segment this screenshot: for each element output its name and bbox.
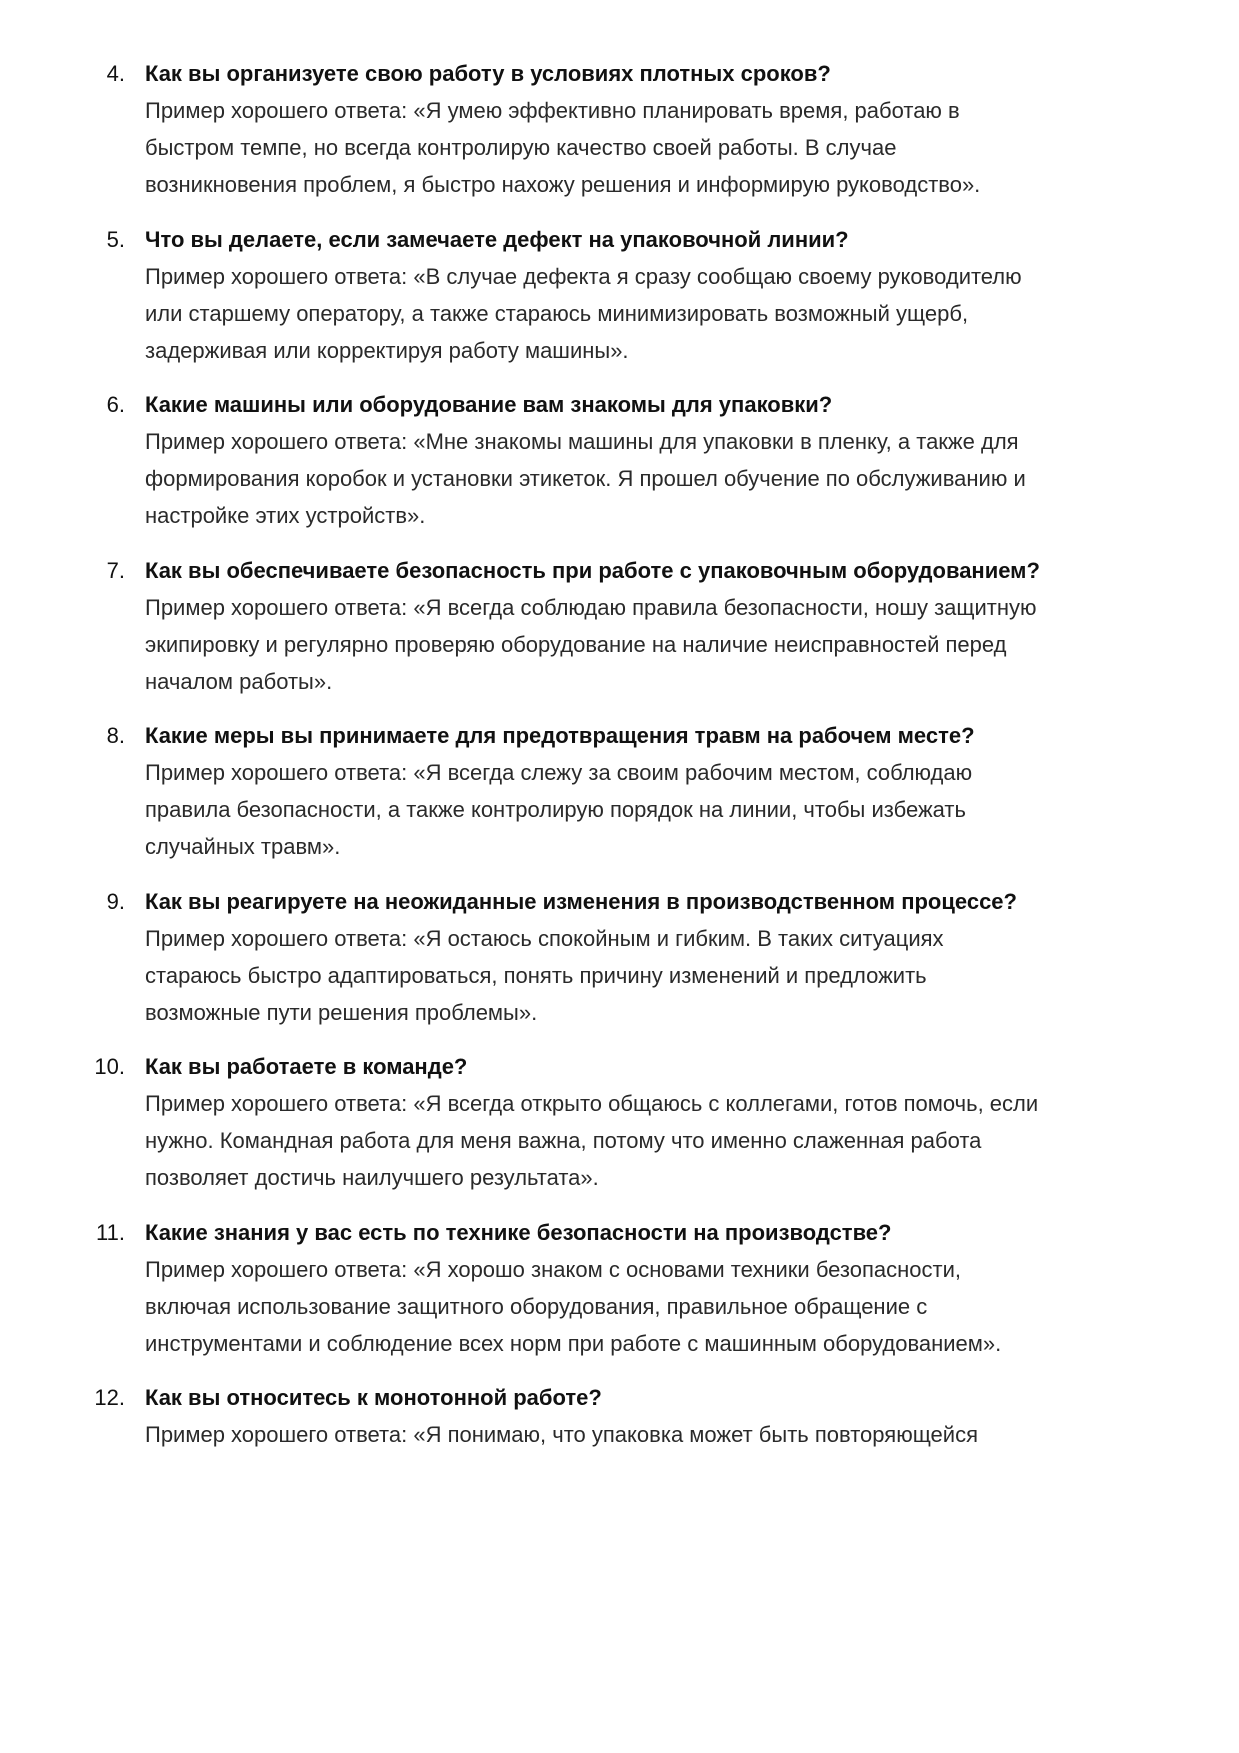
item-number: 6. [106, 392, 125, 417]
answer-line: Пример хорошего ответа: «Я остаюсь спокойным и гибким. В таких ситуациях [145, 925, 944, 951]
list-item [0, 718, 1239, 884]
list-item [0, 553, 1239, 719]
answer-example [145, 92, 980, 203]
answer-line: нужно. Командная работа для меня важна, потому что именно слаженная работа [145, 1128, 982, 1153]
item-number: 7. [106, 557, 125, 583]
answer-line: или старшему оператору, а также стараюсь минимизировать возможный ущерб, [145, 300, 969, 326]
answer-line: началом работы». [145, 668, 333, 694]
answer-line: Пример хорошего ответа: «Я всегда слежу за своим рабочим местом, соблюдаю [145, 760, 973, 785]
question-text: Какие знания у вас есть по технике безопасности на производстве? [145, 1219, 892, 1245]
question-text: Что вы делаете, если замечаете дефект на упаковочной линии? [145, 226, 849, 252]
answer-line: Пример хорошего ответа: «Я понимаю, что упаковка может быть повторяющейся [145, 1422, 978, 1447]
answer-line: Пример хорошего ответа: «Я умею эффективно планировать время, работаю в [145, 98, 960, 123]
answer-line: возникновения проблем, я быстро нахожу решения и информирую руководство». [145, 172, 981, 197]
answer-example [145, 920, 944, 1031]
list-item [0, 56, 1239, 222]
item-number: 5. [106, 226, 125, 252]
answer-line: возможные пути решения проблемы». [145, 999, 538, 1025]
list-item [0, 1049, 1239, 1215]
answer-line: включая использование защитного оборудования, правильное обращение с [145, 1293, 928, 1319]
answer-line: Пример хорошего ответа: «Я всегда открыто общаюсь с коллегами, готов помочь, если [145, 1091, 1039, 1116]
item-number: 10. [94, 1054, 125, 1079]
answer-line: настройке этих устройств». [145, 503, 426, 528]
question-text: Какие меры вы принимаете для предотвращения травм на рабочем месте? [145, 723, 975, 748]
item-number: 9. [106, 888, 125, 914]
list-item [0, 387, 1239, 553]
answer-example [145, 1416, 978, 1453]
item-number: 4. [106, 61, 125, 86]
list-item [0, 1380, 1239, 1546]
answer-line: инструментами и соблюдение всех норм при работе с машинным оборудованием». [145, 1330, 1002, 1356]
list-item [0, 884, 1239, 1050]
item-number: 11. [96, 1219, 125, 1245]
interview-questions-list [0, 56, 1239, 1546]
answer-example [145, 754, 972, 865]
question-text: Как вы относитесь к монотонной работе? [145, 1385, 602, 1410]
answer-example [145, 1251, 1001, 1362]
item-number: 8. [106, 723, 125, 748]
question-text: Как вы организуете свою работу в условиях плотных сроков? [145, 61, 831, 86]
answer-line: позволяет достичь наилучшего результата». [145, 1165, 599, 1190]
answer-line: Пример хорошего ответа: «Я хорошо знаком с основами техники безопасности, [145, 1256, 962, 1282]
question-text: Как вы работаете в команде? [145, 1054, 468, 1079]
item-number: 12. [94, 1385, 125, 1410]
answer-line: Пример хорошего ответа: «Мне знакомы машины для упаковки в пленку, а также для [145, 429, 1019, 454]
answer-line: Пример хорошего ответа: «Я всегда соблюдаю правила безопасности, ношу защитную [145, 594, 1037, 620]
list-item [0, 222, 1239, 388]
question-text: Как вы реагируете на неожиданные изменения в производственном процессе? [145, 888, 1017, 914]
list-item [0, 1215, 1239, 1381]
answer-line: формирования коробок и установки этикеток. Я прошел обучение по обслуживанию и [145, 466, 1026, 491]
answer-line: задерживая или корректируя работу машины». [145, 337, 629, 363]
answer-example [145, 589, 1037, 700]
answer-line: случайных травм». [145, 834, 341, 859]
answer-line: правила безопасности, а также контролирую порядок на линии, чтобы избежать [145, 797, 966, 822]
answer-example [145, 258, 1022, 369]
answer-line: быстром темпе, но всегда контролирую качество своей работы. В случае [145, 135, 897, 160]
answer-line: Пример хорошего ответа: «В случае дефекта я сразу сообщаю своему руководителю [145, 263, 1022, 289]
answer-example [145, 1085, 1038, 1196]
answer-line: экипировку и регулярно проверяю оборудование на наличие неисправностей перед [145, 631, 1007, 657]
question-text: Какие машины или оборудование вам знакомы для упаковки? [145, 392, 833, 417]
answer-example [145, 423, 1026, 534]
answer-line: стараюсь быстро адаптироваться, понять причину изменений и предложить [145, 962, 927, 988]
question-text: Как вы обеспечиваете безопасность при работе с упаковочным оборудованием? [145, 557, 1040, 583]
